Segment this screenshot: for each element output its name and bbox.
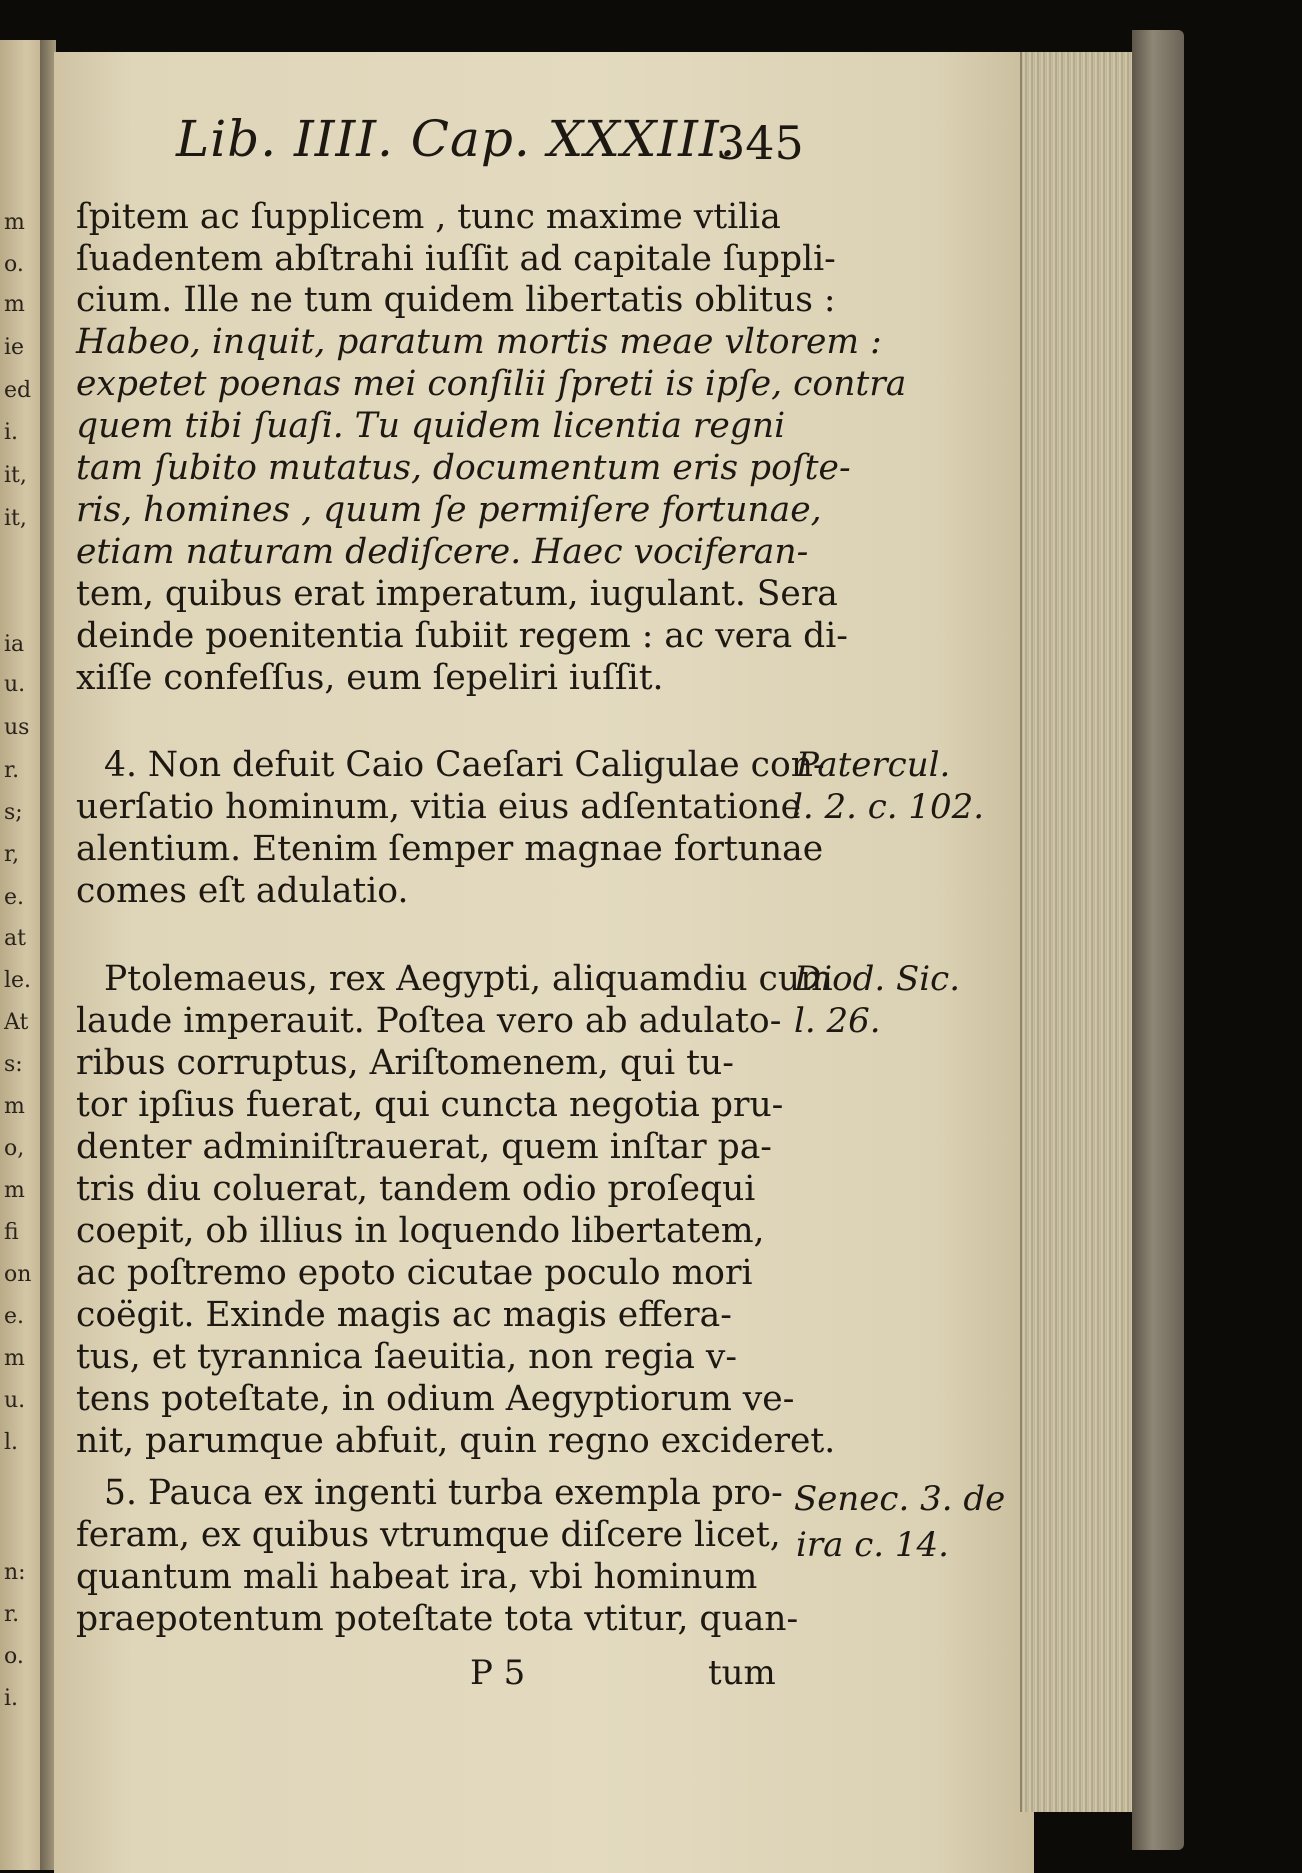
- text-line: ac poſtremo epoto cicutae poculo mori: [76, 1253, 753, 1293]
- facing-page-fragment: s;: [4, 800, 23, 825]
- facing-page-fragment: ia: [4, 632, 25, 657]
- facing-page-fragment: us: [4, 715, 30, 740]
- facing-page-fragment: r.: [4, 1602, 20, 1627]
- text-line: Ptolemaeus, rex Aegypti, aliquamdiu cum: [104, 959, 833, 999]
- text-line: feram, ex quibus vtrumque diſcere licet,: [76, 1515, 781, 1555]
- margin-note-diod-ref: l. 26.: [794, 1001, 881, 1041]
- facing-page-fragment: it,: [4, 463, 27, 488]
- facing-page-fragment: At: [4, 1010, 29, 1035]
- facing-page-fragment: ie: [4, 335, 25, 360]
- text-line: uerſatio hominum, vitia eius adſentatione: [76, 787, 802, 827]
- facing-page-fragment: m: [4, 210, 25, 235]
- text-line: tam ſubito mutatus, documentum eris poſte-: [76, 448, 851, 488]
- text-line: ris, homines , quum ſe permiſere fortunae,: [76, 490, 822, 530]
- facing-page-fragment: it,: [4, 506, 27, 531]
- facing-page-fragment: n:: [4, 1560, 26, 1585]
- signature-mark: P 5: [470, 1653, 526, 1693]
- text-line: ſuadentem abſtrahi iuſſit ad capitale ſuppli-: [76, 239, 836, 279]
- facing-page-fragment: on: [4, 1262, 32, 1287]
- facing-page-fragment: l.: [4, 1430, 19, 1455]
- text-line: Habeo, inquit, paratum mortis meae vltorem :: [76, 322, 882, 362]
- facing-page-fragment: m: [4, 292, 25, 317]
- margin-note-patercul-ref: l. 2. c. 102.: [792, 787, 985, 827]
- text-line: denter adminiſtrauerat, quem inſtar pa-: [76, 1127, 772, 1167]
- text-line: tris diu coluerat, tandem odio proſequi: [76, 1169, 756, 1209]
- margin-note-senec: Senec. 3. de: [794, 1479, 1006, 1519]
- text-line: 4. Non defuit Caio Caeſari Caligulae con-: [104, 745, 825, 785]
- catchword: tum: [708, 1653, 776, 1693]
- facing-page-fragment: m: [4, 1094, 25, 1119]
- facing-page-fragment: le.: [4, 968, 32, 993]
- text-line: expetet poenas mei conſilii ſpreti is ipſe, contra: [76, 364, 907, 404]
- facing-page-fragment: s:: [4, 1052, 23, 1077]
- text-line: 5. Pauca ex ingenti turba exempla pro-: [104, 1473, 783, 1513]
- facing-page-fragment: o,: [4, 1136, 25, 1161]
- facing-page-fragment: fi: [4, 1220, 19, 1245]
- facing-page-fragment: i.: [4, 1686, 19, 1711]
- margin-note-senec-ref: ira c. 14.: [796, 1525, 949, 1565]
- text-line: quem tibi ſuaſi. Tu quidem licentia regni: [76, 406, 786, 446]
- text-line: tens poteſtate, in odium Aegyptiorum ve-: [76, 1379, 795, 1419]
- facing-page-fragment: u.: [4, 1388, 26, 1413]
- text-line: tem, quibus erat imperatum, iugulant. Sera: [76, 574, 838, 614]
- facing-page-fragment: m: [4, 1178, 25, 1203]
- text-line: comes eſt adulatio.: [76, 871, 409, 911]
- facing-page-fragment: e.: [4, 1304, 25, 1329]
- facing-page-fragment: r,: [4, 842, 20, 867]
- text-line: alentium. Etenim ſemper magnae fortunae: [76, 829, 824, 869]
- text-line: laude imperauit. Poſtea vero ab adulato-: [76, 1001, 782, 1041]
- text-line: tus, et tyrannica ſaeuitia, non regia v-: [76, 1337, 738, 1377]
- text-line: deinde poenitentia ſubiit regem : ac vera di-: [76, 616, 848, 656]
- facing-page-fragment: at: [4, 926, 26, 951]
- margin-note-patercul: Patercul.: [796, 745, 951, 785]
- facing-page-fragment: o.: [4, 1644, 24, 1669]
- text-line: xiſſe confeſſus, eum ſepeliri iuſſit.: [76, 658, 664, 698]
- text-line: coëgit. Exinde magis ac magis effera-: [76, 1295, 732, 1335]
- running-head: Lib. IIII. Cap. XXXIII.: [176, 110, 737, 168]
- text-line: quantum mali habeat ira, vbi hominum: [76, 1557, 758, 1597]
- text-line: tor ipſius fuerat, qui cuncta negotia pru-: [76, 1085, 784, 1125]
- text-line: etiam naturam dediſcere. Haec vociferan-: [76, 532, 809, 572]
- facing-page-fragment: ed: [4, 378, 32, 403]
- page-number: 345: [716, 116, 804, 170]
- margin-note-diod: Diod. Sic.: [794, 959, 960, 999]
- facing-page-fragment: e.: [4, 885, 25, 910]
- text-line: nit, parumque abfuit, quin regno excideret.: [76, 1421, 836, 1461]
- facing-page-fragment: o.: [4, 252, 24, 277]
- facing-page-fragment: r.: [4, 758, 20, 783]
- text-line: ſpitem ac ſupplicem , tunc maxime vtilia: [76, 197, 781, 237]
- text-line: cium. Ille ne tum quidem libertatis oblitus :: [76, 280, 836, 320]
- facing-page-fragment: u.: [4, 672, 26, 697]
- facing-page-fragment: i.: [4, 420, 19, 445]
- text-line: coepit, ob illius in loquendo libertatem,: [76, 1211, 765, 1251]
- facing-page-fragment: m: [4, 1346, 25, 1371]
- text-line: ribus corruptus, Ariſtomenem, qui tu-: [76, 1043, 734, 1083]
- text-line: praepotentum poteſtate tota vtitur, quan-: [76, 1599, 799, 1639]
